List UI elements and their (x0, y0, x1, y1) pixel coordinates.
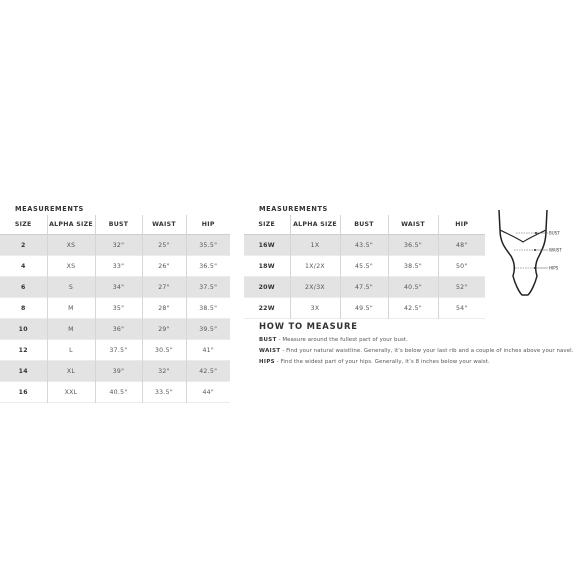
table-cell: 43.5" (340, 235, 388, 256)
table-cell: 37.5" (95, 340, 142, 361)
table-cell: 2X/3X (290, 277, 340, 298)
bodysuit-figure (494, 204, 564, 300)
how-to-measure-hips (259, 359, 490, 365)
column-header: SIZE (0, 215, 47, 235)
table-row (244, 277, 485, 298)
table-cell: 36" (95, 319, 142, 340)
waist-label: WAIST (549, 247, 562, 253)
table-row (0, 382, 230, 403)
size-cell: 6 (0, 277, 47, 298)
table-cell: 30.5" (142, 340, 186, 361)
table-row (244, 235, 485, 256)
table-cell: 36.5" (199, 262, 218, 270)
table-cell: 39" (95, 361, 142, 382)
column-header: WAIST (142, 215, 186, 235)
bodysuit-outline (499, 210, 547, 295)
table-cell: 44" (202, 388, 215, 396)
table-cell: 39.5" (186, 319, 230, 340)
table-cell: 50" (455, 262, 468, 270)
table-row (0, 277, 230, 298)
column-header: ALPHA SIZE (290, 215, 340, 235)
table-cell: XS (47, 235, 95, 256)
table-cell: S (47, 277, 95, 298)
table-cell: M (47, 319, 95, 340)
table-cell: 41" (202, 346, 215, 354)
table-cell: 26" (142, 256, 186, 277)
size-cell: 18W (244, 256, 290, 277)
column-header: BUST (95, 215, 142, 235)
size-cell: 2 (0, 235, 47, 256)
how-to-measure-title: HOW TO MEASURE (259, 321, 358, 331)
hips-label: HIPS (549, 265, 559, 271)
table-cell: 36.5" (388, 235, 438, 256)
table-row (0, 298, 230, 319)
table1-title: MEASUREMENTS (15, 205, 84, 213)
bust-label: BUST (549, 230, 560, 236)
table-cell: 3X (290, 298, 340, 319)
size-cell: 4 (0, 256, 47, 277)
column-header: BUST (340, 215, 388, 235)
size-cell: 8 (0, 298, 47, 319)
column-header: ALPHA SIZE (47, 215, 95, 235)
table-cell: 38.5" (388, 256, 438, 277)
table-cell: 35" (95, 298, 142, 319)
table-cell: 34" (95, 277, 142, 298)
size-cell: 20W (244, 277, 290, 298)
size-table-regular (0, 215, 230, 403)
size-cell: 12 (0, 340, 47, 361)
size-cell: 10 (0, 319, 47, 340)
table-cell: 48" (438, 235, 485, 256)
size-cell: 22W (244, 298, 290, 319)
measure-text: - Measure around the fullest part of your bust. (276, 337, 408, 343)
table-cell: 42.5" (186, 361, 230, 382)
size-cell: 16 (0, 382, 47, 403)
measure-label: BUST (259, 337, 277, 343)
table-cell: 47.5" (340, 277, 388, 298)
neckline (500, 230, 546, 242)
how-to-measure-bust (259, 337, 408, 343)
size-cell: 14 (0, 361, 47, 382)
table-cell: 52" (438, 277, 485, 298)
table-cell: 42.5" (388, 298, 438, 319)
table-cell: 35.5" (186, 235, 230, 256)
column-header: WAIST (388, 215, 438, 235)
column-header: HIP (201, 221, 215, 228)
measure-text: - Find your natural waistline. Generally, it’s below your last rib and a couple of inches above your navel. (280, 348, 574, 354)
table-cell: 49.5" (340, 298, 388, 319)
table-cell: 40.5" (95, 382, 142, 403)
table-cell: 1X/2X (290, 256, 340, 277)
table-cell: 33" (95, 256, 142, 277)
table-cell: XS (47, 256, 95, 277)
size-table-plus (244, 215, 485, 319)
table-cell: XXL (47, 382, 95, 403)
table-cell: 40.5" (388, 277, 438, 298)
table-cell: 38.5" (199, 304, 218, 312)
size-cell: 16W (244, 235, 290, 256)
measure-label: HIPS (259, 359, 275, 365)
table-cell: M (47, 298, 95, 319)
table-cell: XL (47, 361, 95, 382)
column-header: SIZE (244, 215, 290, 235)
table-header-row (244, 215, 485, 235)
table-row (0, 340, 230, 361)
table-cell: 25" (142, 235, 186, 256)
column-header: HIP (455, 221, 469, 228)
table-row (0, 235, 230, 256)
table-cell: 45.5" (340, 256, 388, 277)
table-row (244, 298, 485, 319)
table-cell: 54" (455, 304, 468, 312)
table-cell: L (47, 340, 95, 361)
table-cell: 28" (142, 298, 186, 319)
table-row (0, 361, 230, 382)
table-cell: 1X (290, 235, 340, 256)
table-header-row (0, 215, 230, 235)
table-row (0, 256, 230, 277)
table-cell: 37.5" (186, 277, 230, 298)
table-cell: 32" (142, 361, 186, 382)
table-cell: 33.5" (142, 382, 186, 403)
measure-text: - Find the widest part of your hips. Generally, it’s 8 inches below your waist. (274, 359, 490, 365)
table-row (244, 256, 485, 277)
table-cell: 29" (142, 319, 186, 340)
table-cell: 27" (142, 277, 186, 298)
table-row (0, 319, 230, 340)
table2-title: MEASUREMENTS (259, 205, 328, 213)
measure-label: WAIST (259, 348, 281, 354)
table-cell: 32" (95, 235, 142, 256)
how-to-measure-waist (259, 348, 574, 354)
